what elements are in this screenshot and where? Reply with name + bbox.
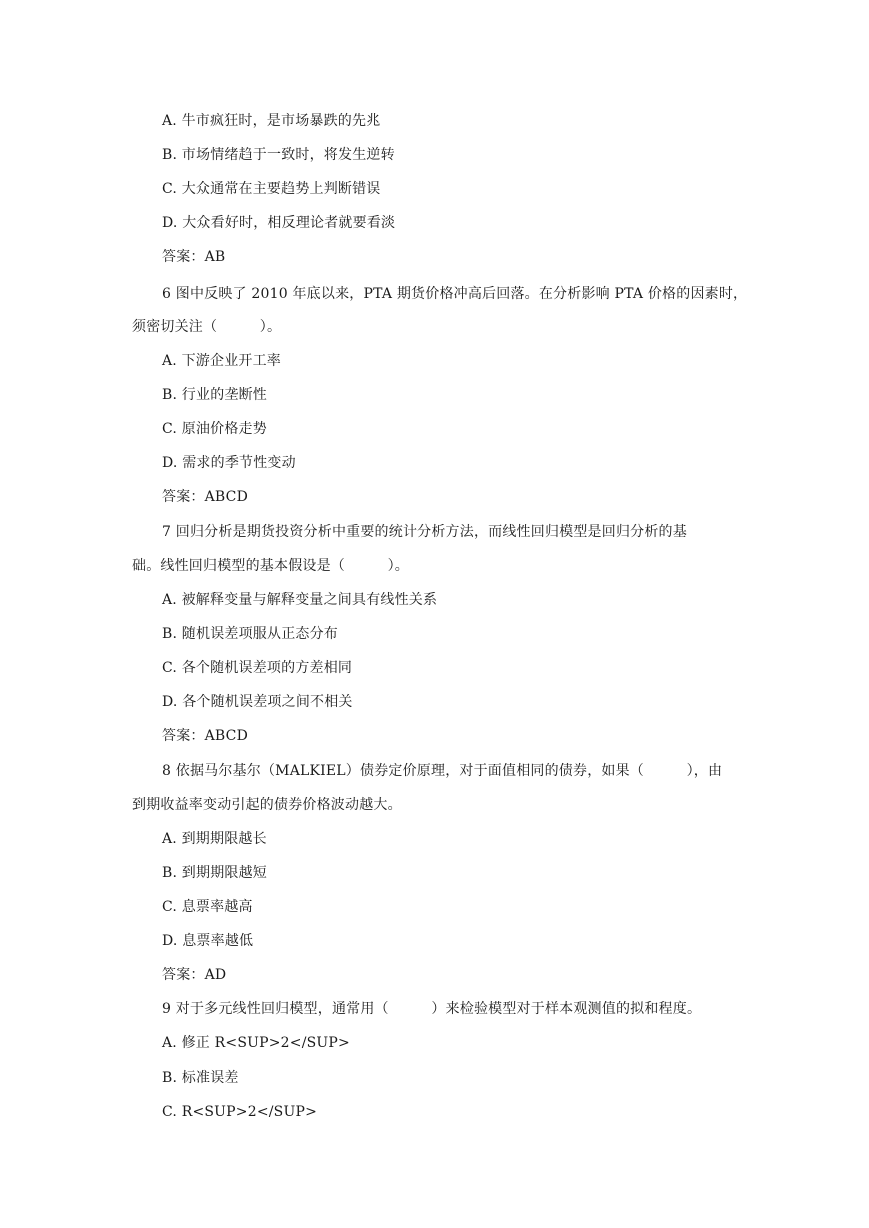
question-line: 6 图中反映了 2010 年底以来，PTA 期货价格冲高后回落。在分析影响 PTA 价格的因素时， xyxy=(162,286,748,302)
question-line: 8 依据马尔基尔（MALKIEL）债券定价原理，对于面值相同的债券，如果（ ），由 xyxy=(162,763,723,779)
option-line: D. 需求的季节性变动 xyxy=(162,455,296,471)
option-line: A. 牛市疯狂时，是市场暴跌的先兆 xyxy=(162,113,381,129)
option-line: A. 修正 R<SUP>2</SUP> xyxy=(162,1035,350,1051)
option-line: C. 大众通常在主要趋势上判断错误 xyxy=(162,181,381,197)
option-line: D. 各个随机误差项之间不相关 xyxy=(162,694,353,710)
question-line: 7 回归分析是期货投资分析中重要的统计分析方法，而线性回归模型是回归分析的基 xyxy=(162,524,687,540)
option-line: C. 各个随机误差项的方差相同 xyxy=(162,660,353,676)
option-line: A. 下游企业开工率 xyxy=(162,353,282,369)
option-line: B. 市场情绪趋于一致时，将发生逆转 xyxy=(162,147,395,163)
answer-line: 答案：ABCD xyxy=(162,728,248,744)
option-line: A. 被解释变量与解释变量之间具有线性关系 xyxy=(162,592,438,608)
question-line: 9 对于多元线性回归模型，通常用（ ）来检验模型对于样本观测值的拟和程度。 xyxy=(162,1001,702,1017)
option-line: C. 息票率越高 xyxy=(162,899,253,915)
option-line: D. 大众看好时，相反理论者就要看淡 xyxy=(162,215,396,231)
option-line: C. R<SUP>2</SUP> xyxy=(162,1104,318,1120)
option-line: A. 到期期限越长 xyxy=(162,831,267,847)
option-line: D. 息票率越低 xyxy=(162,933,254,949)
question-continuation: 到期收益率变动引起的债券价格波动越大。 xyxy=(132,797,402,813)
option-line: B. 随机误差项服从正态分布 xyxy=(162,626,338,642)
option-line: B. 行业的垄断性 xyxy=(162,387,267,403)
answer-line: 答案：AB xyxy=(162,249,226,265)
question-continuation: 础。线性回归模型的基本假设是（ ）。 xyxy=(132,558,409,574)
answer-line: 答案：ABCD xyxy=(162,489,248,505)
option-line: B. 到期期限越短 xyxy=(162,865,267,881)
question-continuation: 须密切关注（ ）。 xyxy=(132,319,282,335)
option-line: B. 标准误差 xyxy=(162,1070,239,1086)
answer-line: 答案：AD xyxy=(162,967,227,983)
option-line: C. 原油价格走势 xyxy=(162,421,267,437)
